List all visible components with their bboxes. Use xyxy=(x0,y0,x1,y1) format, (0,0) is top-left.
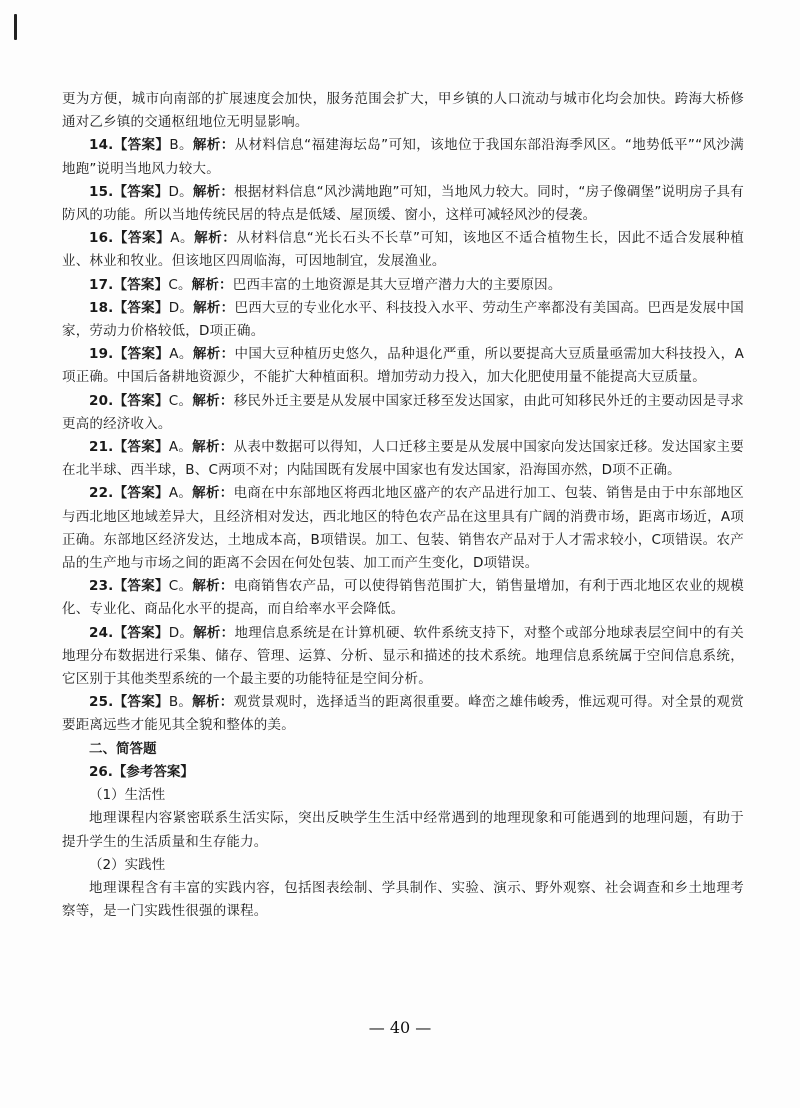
analysis-text: 移民外迁主要是从发展中国家迁移至发达国家，由此可知移民外迁的主要动因是寻求更高的经济收入。 xyxy=(62,392,744,432)
answer-choice: D。 xyxy=(168,183,193,200)
analysis-label: 解析： xyxy=(193,299,235,316)
answer-choice: D。 xyxy=(168,299,194,316)
answer-choice: C。 xyxy=(168,578,193,595)
answer-item xyxy=(62,482,744,575)
analysis-text: 巴西丰富的土地资源是其大豆增产潜力大的主要原因。 xyxy=(232,276,562,293)
analysis-label: 解析： xyxy=(194,230,237,247)
answer-item xyxy=(62,181,744,227)
answer-label: 【答案】 xyxy=(113,346,170,363)
analysis-text: 根据材料信息“风沙满地跑”可知，当地风力较大。同时，“房子像碉堡”说明房子具有防风的功能。所以当地传统民居的特点是低矮、屋顶缓、窗小，这样可减轻风沙的侵袭。 xyxy=(62,183,745,224)
item-number: 20. xyxy=(89,392,114,409)
analysis-text: 中国大豆种植历史悠久，品种退化严重，所以要提高大豆质量亟需加大科技投入，A项正确。中国后备耕地资源少，不能扩大种植面积。增加劳动力投入，加大化肥使用量不能提高大豆质量。 xyxy=(62,346,745,386)
intro-paragraph: 更为方便，城市向南部的扩展速度会加快，服务范围会扩大，甲乡镇的人口流动与城市化均会加快。跨海大桥修通对乙乡镇的交通枢纽地位无明显影响。 xyxy=(62,91,744,131)
item-number: 16. xyxy=(89,230,114,247)
answer-choice: B。 xyxy=(169,137,193,154)
answer-label: 【答案】 xyxy=(113,299,169,316)
item-number: 14. xyxy=(89,137,114,154)
answer-list xyxy=(62,134,744,737)
answer-choice: A。 xyxy=(170,230,195,247)
answer-item xyxy=(62,575,744,621)
analysis-label: 解析： xyxy=(192,392,234,409)
question-26-heading: 26.【参考答案】 xyxy=(89,763,194,780)
page-number: — 40 — xyxy=(368,1018,432,1037)
answer-item xyxy=(62,274,744,297)
analysis-label: 解析： xyxy=(192,137,235,154)
answer-label: 【答案】 xyxy=(113,230,171,247)
item-number: 25. xyxy=(89,694,114,711)
page-content xyxy=(62,88,744,923)
sub-point-text: 地理课程内容紧密联系生活实际，突出反映学生生活中经常遇到的地理现象和可能遇到的地理问题，有助于提升学生的生活质量和生存能力。 xyxy=(62,810,744,850)
answer-item xyxy=(62,622,744,692)
answer-choice: D。 xyxy=(168,624,194,641)
answer-label: 【答案】 xyxy=(113,276,169,293)
analysis-text: 从材料信息“福建海坛岛”可知，该地位于我国东部沿海季风区。“地势低平”“风沙满地跑”说明当地风力较大。 xyxy=(62,137,744,177)
answer-label: 【答案】 xyxy=(113,485,169,502)
answer-choice: C。 xyxy=(168,392,193,409)
scan-artifact-mark xyxy=(14,14,17,40)
answer-choice: A。 xyxy=(168,439,193,456)
item-number: 21. xyxy=(89,439,114,456)
answer-label: 【答案】 xyxy=(113,183,169,200)
answer-label: 【答案】 xyxy=(113,137,170,154)
analysis-label: 解析： xyxy=(191,276,233,293)
answer-label: 【答案】 xyxy=(113,624,169,641)
item-number: 22. xyxy=(89,485,114,502)
analysis-label: 解析： xyxy=(192,485,234,502)
answer-choice: C。 xyxy=(168,276,192,293)
item-number: 23. xyxy=(89,578,114,595)
analysis-text: 从表中数据可以得知，人口迁移主要是从发展中国家向发达国家迁移。发达国家主要在北半球、西半球，B、C两项不对；内陆国既有发展中国家也有发达国家，沿海国亦然，D项不正确。 xyxy=(62,439,744,479)
analysis-label: 解析： xyxy=(192,578,234,595)
answer-item xyxy=(62,436,744,482)
analysis-text: 巴西大豆的专业化水平、科技投入水平、劳动生产率都没有美国高。巴西是发展中国家，劳动力价格较低，D项正确。 xyxy=(62,299,744,340)
answer-label: 【答案】 xyxy=(113,392,169,409)
analysis-text: 电商在中东部地区将西北地区盛产的农产品进行加工、包装、销售是由于中东部地区与西北地区地域差异大，且经济相对发达，西北地区的特色农产品在这里具有广阔的消费市场，距离市场近，A项正确。东部地区经济发达，土地成本高，B项错误。加工、包装、销售农产品对于人才需求较小，C项错误。农产品的生产地与市场之间的距离不会因在何处包装、加工而产生变化，D项错误。 xyxy=(62,485,744,572)
answer-item xyxy=(62,297,744,343)
answer-choice: B。 xyxy=(168,694,193,711)
answer-label: 【答案】 xyxy=(113,439,169,456)
answer-choice: A。 xyxy=(169,346,193,363)
answer-item xyxy=(62,227,744,273)
answer-item xyxy=(62,691,744,737)
answer-item xyxy=(62,134,744,180)
analysis-label: 解析： xyxy=(192,346,235,363)
analysis-label: 解析： xyxy=(193,624,235,641)
analysis-text: 从材料信息“光长石头不长草”可知，该地区不适合植物生长，因此不适合发展种植业、林业和牧业。但该地区四周临海，可因地制宜，发展渔业。 xyxy=(62,230,744,270)
sub-point-text: 地理课程含有丰富的实践内容，包括图表绘制、学具制作、实验、演示、野外观察、社会调查和乡土地理考察等，是一门实践性很强的课程。 xyxy=(62,879,744,920)
analysis-text: 观赏景观时，选择适当的距离很重要。峰峦之雄伟峻秀，惟远观可得。对全景的观赏要距离远些才能见其全貌和整体的美。 xyxy=(62,694,744,734)
analysis-text: 电商销售农产品，可以使得销售范围扩大，销售量增加，有利于西北地区农业的规模化、专业化、商品化水平的提高，而自给率水平会降低。 xyxy=(62,578,744,618)
item-number: 18. xyxy=(89,299,114,316)
analysis-label: 解析： xyxy=(192,694,234,711)
analysis-label: 解析： xyxy=(192,183,235,200)
section-heading-short-answer: 二、简答题 xyxy=(89,740,157,757)
analysis-text: 地理信息系统是在计算机硬、软件系统支持下，对整个或部分地球表层空间中的有关地理分布数据进行采集、储存、管理、运算、分析、显示和描述的技术系统。地理信息系统属于空间信息系统，它区别于其他类型系统的一个最主要的功能特征是空间分析。 xyxy=(62,624,744,688)
sub-point-heading: （2）实践性 xyxy=(89,856,166,873)
answer-choice: A。 xyxy=(168,485,193,502)
answer-item xyxy=(62,390,744,436)
sub-point-heading: （1）生活性 xyxy=(89,787,166,804)
item-number: 24. xyxy=(89,624,114,641)
answer-label: 【答案】 xyxy=(113,694,169,711)
analysis-label: 解析： xyxy=(192,439,234,456)
answer-item xyxy=(62,343,744,389)
answer-label: 【答案】 xyxy=(113,578,169,595)
item-number: 15. xyxy=(89,183,114,200)
item-number: 19. xyxy=(89,346,114,363)
item-number: 17. xyxy=(89,276,114,293)
